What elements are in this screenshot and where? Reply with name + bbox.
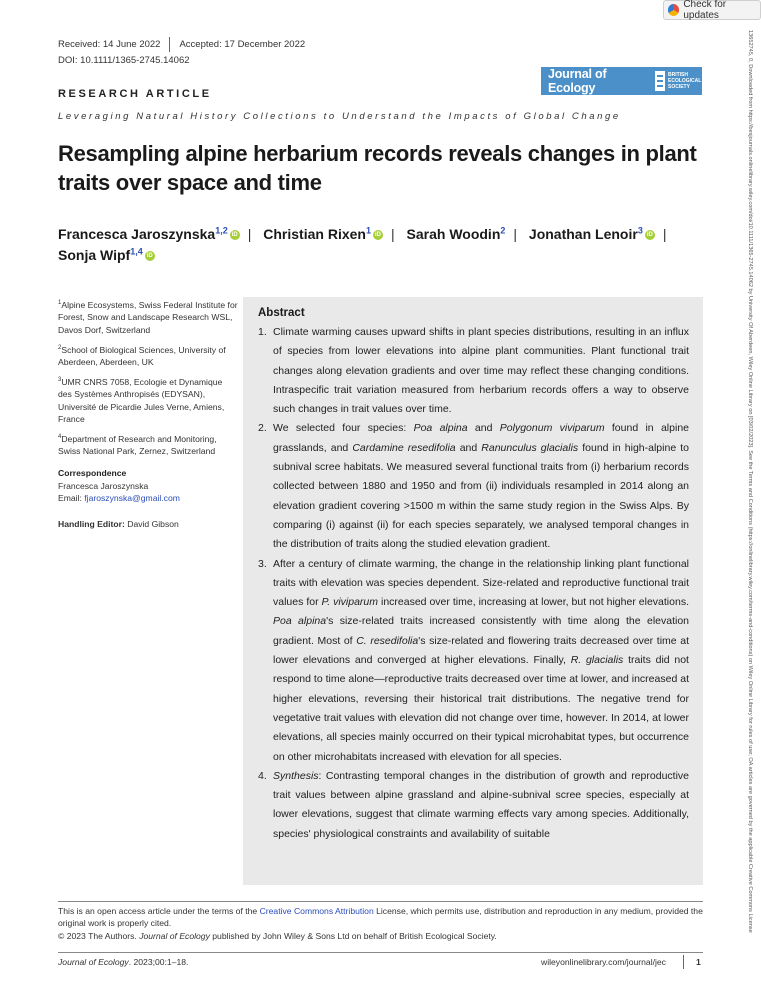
author (58, 224, 240, 245)
correspondence-email-line: Email: fjaroszynska@gmail.com (58, 493, 180, 504)
author-separator: | (390, 226, 395, 242)
download-side-note: 13652745, 0, Downloaded from https://besjournals.onlinelibrary.wiley.com/doi/10.1111/1365-2745.14062 by University Of Aberdeen, Wiley Online Library on [03/02/2023]. See the Terms and Conditions (https://onlinelibrary.wiley.com/terms-and-conditions) on Wiley Online Library for rules of use; OA articles are governed by the applicable Creative Commons License (747, 30, 753, 933)
creative-commons-link[interactable]: Creative Commons Attribution (259, 906, 374, 916)
article-dates (58, 37, 305, 52)
abstract-item-number: 1. (258, 326, 267, 338)
abstract-item-text: Synthesis: Contrasting temporal changes in the distribution of growth and reproductive trait values between alpine grassland and alpine-subnival scree species, especially at lower elevations, suggest that climate warming effects vary among species. Additionally, species' physiological constraints and availability of suitable (273, 769, 689, 840)
author (407, 224, 506, 245)
abstract-item (258, 555, 689, 767)
orcid-icon[interactable]: iD (374, 232, 381, 239)
author-name: Sarah Woodin (406, 226, 501, 242)
author-affiliation-ref[interactable]: 1 (365, 225, 371, 236)
author (58, 245, 155, 266)
author-name: Christian Rixen (263, 226, 366, 242)
abstract-item (258, 323, 689, 419)
author-affiliation-ref[interactable]: 2 (500, 225, 506, 236)
abstract-item-text: We selected four species: Poa alpina and Polygonum viviparum found in alpine grasslands, and Cardamine resedifolia and Ranunculus glacialis found in high-alpine to subnival scree habitats. We measured several functional traits from (i) herbarium records collected between 1880 and 1950 and from (ii) individuals resampled in 2014 along an elevation gradient covering >1500 m within the same study region in the Swiss Alps. By comparing (i) against (ii) for each species separately, we analysed temporal changes in the distribution of traits along the studied elevation gradient. (273, 422, 689, 551)
author-separator: | (513, 226, 518, 242)
orcid-icon[interactable]: iD (646, 232, 653, 239)
bes-mark-icon (655, 71, 665, 91)
accepted-date: Accepted: 17 December 2022 (179, 39, 306, 50)
author-separator: | (662, 226, 667, 242)
license-note: This is an open access article under the terms of the Creative Commons Attribution License, which permits use, distribution and reproduction in any medium, provided the original work is properly cited. © 2023 The Authors. Journal of Ecology published by John Wiley & Sons Ltd on behalf of British Ecological Society. (58, 906, 703, 941)
abstract-item-number: 4. (258, 769, 267, 782)
abstract-item (258, 419, 689, 554)
journal-website[interactable]: wileyonlinelibrary.com/journal/jec (541, 957, 666, 967)
date-divider (169, 37, 170, 52)
journal-logo[interactable] (541, 67, 702, 95)
author-affiliation-ref[interactable]: 1,2 (215, 225, 228, 236)
author-affiliation-ref[interactable]: 3 (637, 225, 643, 236)
bes-logo-text: BRITISH ECOLOGICAL SOCIETY (668, 72, 702, 90)
affiliation-3: $^3$UMR CNRS 7058, Ecologie et Dynamique des Systèmes Anthropisés (EDYSAN), Université de Picardie Jules Verne, Amiens, France (58, 376, 225, 425)
affiliations-column (58, 297, 238, 530)
author-list (58, 224, 718, 266)
abstract-item-text: After a century of climate warming, the change in the relationship linking plant functional traits with elevation was species dependent. Size-related and reproductive functional trait values for P. viviparum increased over time, increasing at lower, but not higher elevations. Poa alpina's size-related traits increased consistently with time along the elevation gradient. Most of C. resedifolia's size-related and flowering traits decreased over time at lower elevations and converged at higher elevations. Finally, R. glacialis traits did not respond to time alone—reproductive traits decreased over time at lower, and increased at higher elevations, reversing their historical trait distributions. The negative trend for vegetative trait values with elevation did not change over time, however. In 2014, at lower elevations, all species mainly occurred on their typical microhabitat types, but occurrence on other microhabitats increased with elevation for all species. (273, 557, 690, 763)
correspondence-name: Francesca Jaroszynska (58, 480, 149, 491)
journal-logo-name: Journal of Ecology (548, 67, 607, 95)
author-name: Jonathan Lenoir (528, 226, 638, 242)
orcid-icon[interactable]: iD (231, 232, 238, 239)
abstract-item-text: Climate warming causes upward shifts in plant species distributions, resulting in an influx of species from lower elevations into alpine plant communities. Plant functional trait changes along elevation gradients and over time may reflect these changing conditions. Intraspecific trait variation measured from herbarium records offers a way to observe such changes in trait values over time. (273, 326, 689, 416)
author-name: Sonja Wipf (58, 247, 131, 263)
article-title: Resampling alpine herbarium records reveals changes in plant traits over space and time (58, 141, 697, 195)
special-feature-series: Leveraging Natural History Collections to Understand the Impacts of Global Change (58, 111, 621, 122)
footer-divider (58, 901, 703, 902)
abstract-item (258, 767, 689, 844)
doi[interactable]: DOI: 10.1111/1365-2745.14062 (58, 55, 190, 66)
correspondence-label: Correspondence (58, 467, 127, 478)
received-date: Received: 14 June 2022 (58, 39, 161, 50)
check-for-updates-label: Check for updates (683, 0, 727, 21)
affiliation-2: $^2$School of Biological Sciences, University of Aberdeen, Aberdeen, UK (58, 344, 226, 368)
author (263, 224, 383, 245)
abstract-list (258, 323, 689, 844)
page-number: 1 (696, 957, 701, 967)
bes-logo (655, 71, 702, 91)
abstract-heading: Abstract (258, 307, 305, 319)
bottom-divider (58, 952, 703, 953)
handling-editor: Handling Editor: David Gibson (58, 518, 179, 529)
orcid-icon[interactable]: iD (146, 253, 153, 260)
affiliation-4: $^4$Department of Research and Monitoring, Swiss National Park, Zernez, Switzerland (58, 433, 217, 457)
journal-citation: Journal of Ecology. 2023;00:1–18. (58, 957, 189, 967)
check-for-updates-button[interactable] (663, 0, 761, 20)
abstract-item-number: 2. (258, 422, 267, 435)
author-name: Francesca Jaroszynska (58, 226, 216, 242)
author-separator: | (247, 226, 252, 242)
author-affiliation-ref[interactable]: 1,4 (130, 246, 143, 257)
author (529, 224, 655, 245)
page-number-divider (683, 955, 684, 969)
affiliation-1: $^1$Alpine Ecosystems, Swiss Federal Institute for Forest, Snow and Landscape Research WSL, Davos Dorf, Switzerland (58, 299, 238, 336)
abstract-item-number: 3. (258, 557, 267, 570)
update-badge-icon (668, 4, 679, 16)
article-type: RESEARCH ARTICLE (58, 88, 212, 100)
correspondence-email-link[interactable]: fjaroszynska@gmail.com (84, 493, 180, 504)
abstract-box (243, 297, 703, 885)
